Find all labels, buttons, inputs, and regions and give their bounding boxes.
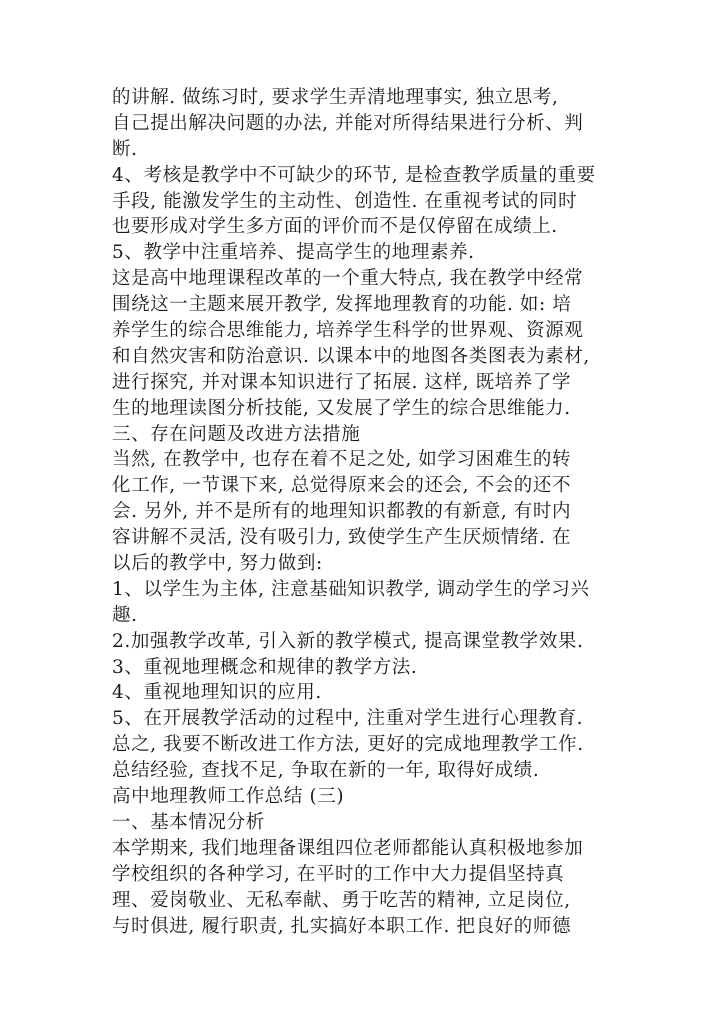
text-line: 总结经验, 查找不足, 争取在新的一年, 取得好成绩. xyxy=(112,760,540,782)
text-line: 容讲解不灵活, 没有吸引力, 致使学生产生厌烦情绪. 在 xyxy=(112,527,572,549)
text-line: 断. xyxy=(112,138,138,160)
list-item: 5、在开展教学活动的过程中, 注重对学生进行心理教育. xyxy=(112,708,584,730)
list-item: 4、重视地理知识的应用. xyxy=(112,682,322,704)
text-line: 5、教学中注重培养、提高学生的地理素养. xyxy=(112,242,475,264)
text-line: 自己提出解决问题的办法, 并能对所得结果进行分析、判 xyxy=(112,112,584,134)
text-line: 这是高中地理课程改革的一个重大特点, 我在教学中经常 xyxy=(112,268,584,290)
text-line: 化工作, 一节课下来, 总觉得原来会的还会, 不会的还不 xyxy=(112,475,572,497)
text-line: 生的地理读图分析技能, 又发展了学生的综合思维能力. xyxy=(112,397,571,419)
text-line: 与时俱进, 履行职责, 扎实搞好本职工作. 把良好的师德 xyxy=(112,915,572,937)
text-line: 本学期来, 我们地理备课组四位老师都能认真积极地参加 xyxy=(112,837,584,859)
text-line: 养学生的综合思维能力, 培养学生科学的世界观、资源观 xyxy=(112,320,584,342)
list-item: 3、重视地理概念和规律的教学方法. xyxy=(112,656,418,678)
text-line: 学校组织的各种学习, 在平时的工作中大力提倡坚持真 xyxy=(112,863,565,885)
section-heading: 三、存在问题及改进方法措施 xyxy=(112,423,361,445)
text-line: 理、爱岗敬业、无私奉献、勇于吃苦的精神, 立足岗位, xyxy=(112,889,571,911)
text-line: 进行探究, 并对课本知识进行了拓展. 这样, 既培养了学 xyxy=(112,371,572,393)
text-line: 和自然灾害和防治意识. 以课本中的地图各类图表为素材, xyxy=(112,345,590,367)
list-item: 1、以学生为主体, 注意基础知识教学, 调动学生的学习兴 xyxy=(112,578,590,600)
text-line: 的讲解. 做练习时, 要求学生弄清地理事实, 独立思考, xyxy=(112,87,559,108)
text-line: 也要形成对学生多方面的评价而不是仅停留在成绩上. xyxy=(112,216,558,238)
text-line: 以后的教学中, 努力做到: xyxy=(112,553,323,575)
list-item: 2.加强教学改革, 引入新的教学模式, 提高课堂教学效果. xyxy=(112,630,584,652)
text-line: 手段, 能激发学生的主动性、创造性. 在重视考试的同时 xyxy=(112,190,578,212)
section-heading: 一、基本情况分析 xyxy=(112,811,265,833)
document-body xyxy=(112,85,612,939)
text-line: 当然, 在教学中, 也存在着不足之处, 如学习困难生的转 xyxy=(112,449,572,471)
document-title: 高中地理教师工作总结 (三) xyxy=(112,786,345,808)
text-line: 趣. xyxy=(112,604,138,626)
text-line: 围绕这一主题来展开教学, 发挥地理教育的功能. 如: 培 xyxy=(112,294,572,316)
text-line: 4、考核是教学中不可缺少的环节, 是检查教学质量的重要 xyxy=(112,164,596,186)
text-line: 总之, 我要不断改进工作方法, 更好的完成地理教学工作. xyxy=(112,734,584,756)
text-line: 会. 另外, 并不是所有的地理知识都教的有新意, 有时内 xyxy=(112,501,572,523)
